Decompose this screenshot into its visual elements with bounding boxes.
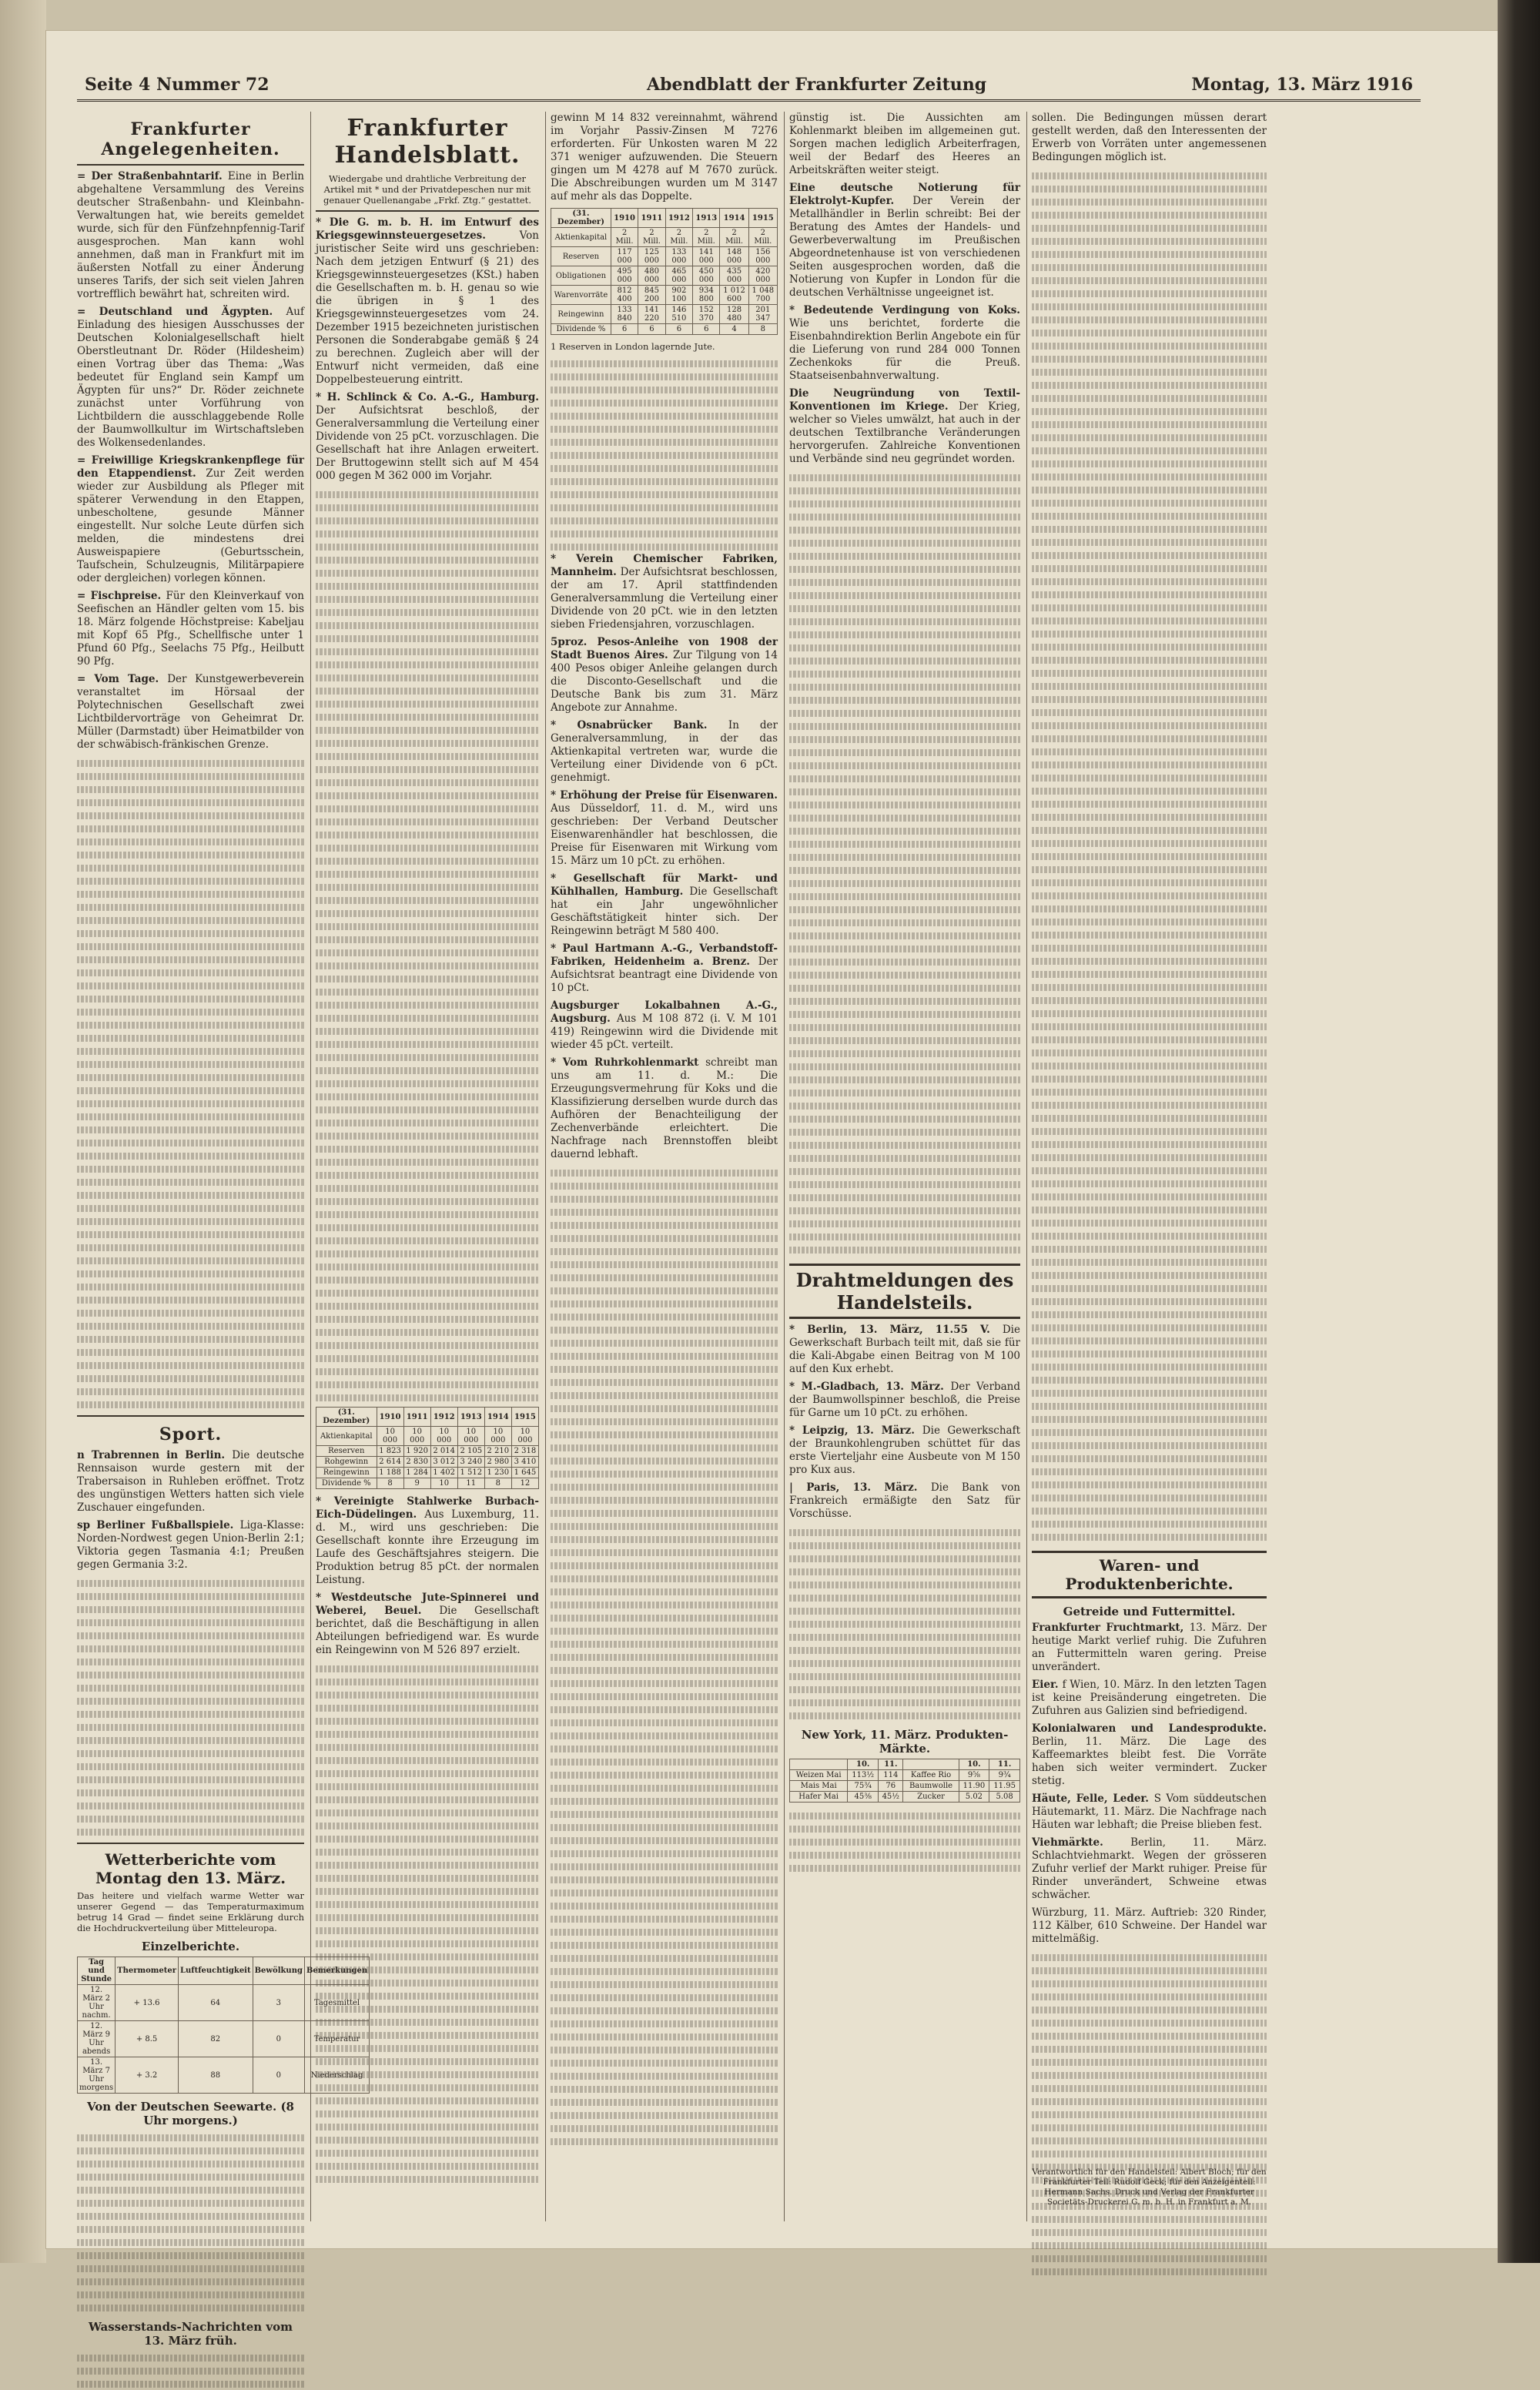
- sport-list: [77, 1449, 304, 1572]
- article-lead: * Erhöhung der Preise für Eisenwaren.: [551, 789, 778, 802]
- table-row: [316, 1468, 539, 1478]
- table-cell: 6: [611, 324, 638, 335]
- table-cell: 156 000: [748, 247, 777, 266]
- table-cell: 4: [720, 324, 748, 335]
- telegram-list: [789, 1324, 1020, 1521]
- article-lead: Eier.: [1032, 1679, 1063, 1691]
- table-header-cell: 10.: [959, 1759, 989, 1770]
- weather-subtitle: Einzelberichte.: [141, 1940, 240, 1953]
- table-cell: 2 210: [484, 1446, 511, 1457]
- table-row: [316, 1427, 539, 1446]
- table-cell: 11: [457, 1478, 484, 1489]
- article-lead: * Berlin, 13. März, 11.55 V.: [789, 1324, 1003, 1336]
- article-text: Die Bank von Frankreich ermäßigte den Satz für Vorschüsse.: [789, 1481, 1020, 1520]
- table-header-cell: [903, 1759, 959, 1770]
- article-text: S Vom süddeutschen Häutemarkt, 11. März. Die Nachfrage nach Häuten war lebhaft; die Preise blieben fest.: [1032, 1792, 1267, 1831]
- article-lead: | Paris, 13. März.: [789, 1481, 931, 1494]
- table-cell: 12. März 2 Uhr nachm.: [78, 1985, 116, 2021]
- table-cell: 2 Mill.: [693, 228, 720, 247]
- table-cell: Tagesmittel: [304, 1985, 369, 2021]
- table-cell: Mais Mai: [790, 1781, 848, 1792]
- section-title: Frankfurter Handelsblatt.: [334, 115, 521, 169]
- table-cell: 64: [178, 1985, 253, 2021]
- table-cell: Warenvorräte: [551, 286, 611, 305]
- divider: [77, 164, 304, 166]
- table-header-cell: Luftfeuchtigkeit: [178, 1957, 253, 1985]
- table-cell: 152 370: [693, 305, 720, 324]
- article-text: Aus M 108 872 (i. V. M 101 419) Reingewinn wird die Dividende mit wieder 45 pCt. verteilt.: [551, 1013, 778, 1051]
- article-list: [1032, 112, 1267, 164]
- article-text: günstig ist. Die Aussichten am Kohlenmarkt bleiben im allgemeinen gut. Sorgen machen lediglich Arbeiterfragen, weil der Bedarf des Heeres an Arbeitskräften weiter steigt.: [789, 112, 1020, 176]
- table-cell: 465 000: [665, 266, 692, 286]
- article-paragraph: [316, 391, 539, 483]
- table-row: [790, 1781, 1020, 1792]
- article-paragraph: [551, 112, 778, 203]
- table-cell: 435 000: [720, 266, 748, 286]
- table-header-cell: 1912: [665, 209, 692, 228]
- article-text: Von juristischer Seite wird uns geschrieben: Nach dem jetzigen Entwurf (§ 21) des Kriegsgewinnsteuergesetzes (KSt.) haben die Gesellschaften m. b. H. genau so wie die übrigen in § 1 des Kriegsgewinnsteuergesetzes vom 24. Dezember 1915 bezeichneten juristischen Personen die Sonderabgabe gemäß § 24 zu berechnen. Zugleich aber will der Entwurf nicht vermeiden, daß eine Doppelbesteuerung eintritt.: [316, 229, 539, 386]
- table-cell: 1 823: [377, 1446, 403, 1457]
- table-cell: 9¾: [989, 1770, 1020, 1781]
- table-header-cell: 1910: [377, 1408, 403, 1427]
- column-rule: [784, 112, 785, 2221]
- table-cell: Hafer Mai: [790, 1792, 848, 1803]
- article-text: Zur Tilgung von 14 400 Pesos obiger Anleihe gelangen durch die Disconto-Gesellschaft und die Deutsche Bank bis zum 31. März Angebote zur Annahme.: [551, 649, 778, 714]
- article-paragraph: [77, 1519, 304, 1572]
- article-paragraph: [551, 942, 778, 995]
- article-text: Würzburg, 11. März. Auftrieb: 320 Rinder, 112 Kälber, 610 Schweine. Der Handel war mittelmäßig.: [1032, 1906, 1267, 1945]
- weather-title: Wetterberichte vom Montag den 13. März.: [95, 1850, 286, 1887]
- article-paragraph: [1032, 1622, 1267, 1674]
- article-lead: Häute, Felle, Leder.: [1032, 1792, 1154, 1805]
- page-edge-right: [1498, 0, 1540, 2263]
- table-header-cell: 1912: [430, 1408, 457, 1427]
- article-text: 13. März. Der heutige Markt verlief ruhig. Die Zufuhren an Futtermitteln waren gering. Preise unverändert.: [1032, 1622, 1267, 1673]
- article-list: [551, 112, 778, 203]
- article-paragraph: [316, 1495, 539, 1587]
- table-header-cell: (31. Dezember): [316, 1408, 377, 1427]
- article-lead: Die Neugründung von Textil-Konventionen im Kriege.: [789, 387, 1020, 413]
- weather-text: Das heitere und vielfach warme Wetter war unserer Gegend — das Temperaturmaximum betrug 14 Grad — findet seine Erklärung durch die Hochdruckverteilung über Mitteleuropa.: [77, 1890, 304, 1933]
- article-paragraph: [789, 1381, 1020, 1420]
- table-cell: 10 000: [511, 1427, 538, 1446]
- table-header-cell: 1914: [720, 209, 748, 228]
- column-waren: [1032, 112, 1267, 2221]
- table-cell: 5.02: [959, 1792, 989, 1803]
- table-cell: 75¾: [848, 1781, 879, 1792]
- article-text: Der Krieg, welcher so Vieles umwälzt, hat auch in der deutschen Textilbranche Veränderungen hervorgerufen. Zahlreiche Konventionen und Verbände sind neu gegründet worden.: [789, 400, 1020, 465]
- table-cell: 3: [253, 1985, 304, 2021]
- table-cell: 1 048 700: [748, 286, 777, 305]
- table-cell: 1 402: [430, 1468, 457, 1478]
- article-paragraph: [551, 636, 778, 715]
- article-lead: n Trabrennen in Berlin.: [77, 1449, 233, 1461]
- article-text: Berlin, 11. März. Schlachtviehmarkt. Wegen der grösseren Zufuhr verlief der Markt ruhiger. Preise für Rinder unverändert, Schweine etwas schwächer.: [1032, 1836, 1267, 1901]
- article-text: schreibt man uns am 11. d. M.: Die Erzeugungsvermehrung für Koks und die Klassifizierung derselben wurde durch das Aufhören der Benachteiligung der Zechenverbände erleichtert. Die Nachfrage nach Brennstoffen bleibt dauernd lebhaft.: [551, 1056, 778, 1160]
- table-header-cell: 1915: [748, 209, 777, 228]
- table-header-cell: Bemerkungen: [304, 1957, 369, 1985]
- article-text: Aus Düsseldorf, 11. d. M., wird uns geschrieben: Der Verband Deutscher Eisenwarenhändler hat beschlossen, die Preise für Eisenwaren mit Wirkung vom 15. März um 10 pCt. zu erhöhen.: [551, 802, 778, 867]
- table-cell: 934 800: [693, 286, 720, 305]
- article-lead: sp Berliner Fußballspiele.: [77, 1519, 240, 1531]
- table-cell: + 13.6: [116, 1985, 179, 2021]
- table-header-cell: [790, 1759, 848, 1770]
- table-cell: 10 000: [430, 1427, 457, 1446]
- table-row: [551, 266, 778, 286]
- article-lead: Viehmärkte.: [1032, 1836, 1131, 1849]
- article-paragraph: [77, 170, 304, 301]
- table-cell: 2 Mill.: [638, 228, 665, 247]
- table-row: [790, 1792, 1020, 1803]
- article-lead: * Bedeutende Verdingung von Koks.: [789, 304, 1020, 316]
- article-lead: 5proz. Pesos-Anleihe von 1908 der Stadt Buenos Aires.: [551, 636, 778, 661]
- table-row: [551, 305, 778, 324]
- column-rule: [545, 112, 546, 2221]
- article-text: Die Gewerkschaft der Braunkohlengruben schüttet für das erste Vierteljahr eine Ausbeute von M 150 pro Kux aus.: [789, 1424, 1020, 1476]
- table-cell: 13. März 7 Uhr morgens: [78, 2057, 116, 2094]
- table-row: [790, 1770, 1020, 1781]
- table-cell: 6: [693, 324, 720, 335]
- article-list: [551, 553, 778, 1161]
- table-cell: 82: [178, 2021, 253, 2057]
- table-cell: 12: [511, 1478, 538, 1489]
- table-header-cell: 1911: [638, 209, 665, 228]
- article-lead: = Fischpreise.: [77, 590, 166, 602]
- table-cell: Reingewinn: [316, 1468, 377, 1478]
- table-cell: Reingewinn: [551, 305, 611, 324]
- article-text: Der Aufsichtsrat beschloß, der Generalversammlung die Verteilung einer Dividende von 25 pCt. vorzuschlagen. Die Gesellschaft hat ihre Anlagen erweitert. Der Bruttogewinn stellt sich auf M 454 000 gegen M 362 000 im Vorjahr.: [316, 404, 539, 482]
- table-cell: 2 980: [484, 1457, 511, 1468]
- table-cell: 2 318: [511, 1446, 538, 1457]
- table-cell: Obligationen: [551, 266, 611, 286]
- table-header-cell: Bewölkung: [253, 1957, 304, 1985]
- article-paragraph: [1032, 1906, 1267, 1946]
- article-lead: = Freiwillige Kriegskrankenpflege für den Etappendienst.: [77, 454, 304, 480]
- table-header-cell: 1915: [511, 1408, 538, 1427]
- table-cell: 117 000: [611, 247, 638, 266]
- table-cell: 125 000: [638, 247, 665, 266]
- column-rule: [310, 112, 311, 2221]
- article-text: sollen. Die Bedingungen müssen derart gestellt werden, daß den Interessenten der Erwerb von Vorräten unter angemessenen Bedingungen möglich ist.: [1032, 112, 1267, 163]
- article-paragraph: [77, 454, 304, 585]
- article-text: In der Generalversammlung, in der das Aktienkapital vertreten war, wurde die Verteilung einer Dividende von 6 pCt. genehmigt.: [551, 719, 778, 784]
- article-text: gewinn M 14 832 vereinnahmt, während im Vorjahr Passiv-Zinsen M 7276 erforderten. Für Unkosten waren M 22 371 weniger aufzuwenden. Die Steuern gingen um M 4278 auf M 7670 zurück. Die Abschreibungen wurden um M 3147 auf mehr als das Doppelte.: [551, 112, 778, 203]
- table-note: 1 Reserven in London lagernde Jute.: [551, 341, 715, 352]
- article-text: Aus Luxemburg, 11. d. M., wird uns geschrieben: Die Gesellschaft konnte ihre Erzeugung im Laufe des Geschäftsjahres steigern. Die Produktion betrug 85 pCt. der normalen Leistung.: [316, 1508, 539, 1586]
- table-cell: 10 000: [403, 1427, 430, 1446]
- table-cell: Aktienkapital: [551, 228, 611, 247]
- table-cell: 845 200: [638, 286, 665, 305]
- ny-market-table: [789, 1759, 1020, 1803]
- table-cell: Aktienkapital: [316, 1427, 377, 1446]
- table-header-row: [551, 209, 778, 228]
- table-cell: 2 Mill.: [748, 228, 777, 247]
- article-lead: = Der Straßenbahntarif.: [77, 170, 228, 182]
- table-row: [551, 228, 778, 247]
- article-text: f Wien, 10. März. In den letzten Tagen ist keine Preisänderung eingetreten. Die Zufuhren aus Galizien sind befriedigend.: [1032, 1679, 1267, 1717]
- balance-table: [316, 1407, 539, 1489]
- table-cell: 3 012: [430, 1457, 457, 1468]
- table-cell: 450 000: [693, 266, 720, 286]
- article-text: Für den Kleinverkauf von Seefischen an Händler gelten vom 15. bis 18. März folgende Höchstpreise: Kabeljau mit Kopf 65 Pfg., Schellfische unter 1 Pfund 60 Pfg., Seelachs 75 Pfg., Heilbutt 90 Pfg.: [77, 590, 305, 668]
- article-lead: * Gesellschaft für Markt- und Kühlhallen, Hamburg.: [551, 872, 778, 898]
- article-lead: * Leipzig, 13. März.: [789, 1424, 922, 1437]
- drahtmeldungen-title: Drahtmeldungen des Handelsteils.: [789, 1264, 1020, 1319]
- table-cell: 10 000: [377, 1427, 403, 1446]
- article-paragraph: [77, 673, 304, 751]
- article-paragraph: [77, 306, 304, 450]
- reprint-notice: Wiedergabe und drahtliche Verbreitung der Artikel mit * und der Privatdepeschen nur mit genauer Quellenangabe „Frkf. Ztg.“ gestattet.: [323, 173, 531, 206]
- table-cell: Baumwolle: [903, 1781, 959, 1792]
- article-text: Die deutsche Rennsaison wurde gestern mit der Trabersaison in Ruhleben eröffnet. Trotz des ungünstigen Wetters hatten sich viele Zuschauer eingefunden.: [77, 1449, 304, 1514]
- column-handel-cont2: [789, 112, 1020, 2221]
- masthead: [77, 73, 1421, 102]
- table-cell: 0: [253, 2057, 304, 2094]
- table-cell: 902 100: [665, 286, 692, 305]
- table-cell: 9: [403, 1478, 430, 1489]
- article-paragraph: [1032, 1836, 1267, 1902]
- table-cell: 812 400: [611, 286, 638, 305]
- article-paragraph: [1032, 1679, 1267, 1718]
- table-cell: 1 512: [457, 1468, 484, 1478]
- article-lead: * H. Schlinck & Co. A.-G., Hamburg.: [316, 391, 539, 403]
- article-list: [316, 216, 539, 483]
- table-row: [551, 286, 778, 305]
- table-cell: 1 284: [403, 1468, 430, 1478]
- table-header-cell: 1911: [403, 1408, 430, 1427]
- table-row: [316, 1457, 539, 1468]
- article-text: Liga-Klasse: Norden-Nordwest gegen Union-Berlin 2:1; Viktoria gegen Tasmania 4:1; Preußen gegen Germania 3:2.: [77, 1519, 304, 1571]
- article-lead: * Vereinigte Stahlwerke Burbach-Eich-Düdelingen.: [316, 1495, 539, 1521]
- table-cell: 1 012 600: [720, 286, 748, 305]
- table-header-cell: 1910: [611, 209, 638, 228]
- table-cell: Temperatur: [304, 2021, 369, 2057]
- table-cell: 2 614: [377, 1457, 403, 1468]
- article-list: [77, 170, 304, 751]
- article-text: Der Kunstgewerbeverein veranstaltet im Hörsaal der Polytechnischen Gesellschaft zwei Lichtbildervorträge von Geheimrat Dr. Müller (Darmstadt) über Heimatbilder von der schwäbisch-fränkischen Grenze.: [77, 673, 305, 751]
- seewarte-title: Von der Deutschen Seewarte. (8 Uhr morgens.): [87, 2100, 294, 2127]
- table-cell: 6: [665, 324, 692, 335]
- table-cell: 113½: [848, 1770, 879, 1781]
- table-cell: 420 000: [748, 266, 777, 286]
- article-lead: Frankfurter Fruchtmarkt,: [1032, 1622, 1190, 1634]
- table-cell: 141 000: [693, 247, 720, 266]
- table-cell: 3 240: [457, 1457, 484, 1468]
- table-cell: Dividende %: [551, 324, 611, 335]
- table-cell: 10: [430, 1478, 457, 1489]
- page-binding-left: [0, 0, 46, 2263]
- table-cell: Niederschlag: [304, 2057, 369, 2094]
- article-paragraph: [1032, 112, 1267, 164]
- table-cell: 133 840: [611, 305, 638, 324]
- article-lead: * M.-Gladbach, 13. März.: [789, 1381, 951, 1393]
- table-cell: 2 105: [457, 1446, 484, 1457]
- produkten-list: [1032, 1622, 1267, 1946]
- table-cell: 1 188: [377, 1468, 403, 1478]
- table-header-cell: Tag und Stunde: [78, 1957, 116, 1985]
- column-handelsblatt: [316, 112, 539, 2221]
- article-lead: * Vom Ruhrkohlenmarkt: [551, 1056, 706, 1069]
- article-lead: * Osnabrücker Bank.: [551, 719, 728, 731]
- article-paragraph: [789, 112, 1020, 177]
- produkten-title: Waren- und Produktenberichte.: [1032, 1551, 1267, 1598]
- article-lead: = Vom Tage.: [77, 673, 168, 685]
- table-cell: 45⅜: [848, 1792, 879, 1803]
- table-header-cell: 11.: [879, 1759, 903, 1770]
- table-cell: 2 014: [430, 1446, 457, 1457]
- table-cell: 114: [879, 1770, 903, 1781]
- table-cell: 128 480: [720, 305, 748, 324]
- article-paragraph: [316, 216, 539, 387]
- article-list: [789, 112, 1020, 466]
- table-cell: 12. März 9 Uhr abends: [78, 2021, 116, 2057]
- table-cell: 9⅝: [959, 1770, 989, 1781]
- article-paragraph: [551, 872, 778, 938]
- article-paragraph: [789, 387, 1020, 466]
- table-cell: 76: [879, 1781, 903, 1792]
- article-paragraph: [551, 719, 778, 785]
- article-paragraph: [789, 304, 1020, 383]
- table-header-cell: 11.: [989, 1759, 1020, 1770]
- table-cell: 8: [484, 1478, 511, 1489]
- article-lead: Augsburger Lokalbahnen A.-G., Augsburg.: [551, 999, 778, 1025]
- table-cell: Reserven: [551, 247, 611, 266]
- article-paragraph: [1032, 1722, 1267, 1788]
- table-cell: 5.08: [989, 1792, 1020, 1803]
- table-cell: Dividende %: [316, 1478, 377, 1489]
- article-paragraph: [551, 999, 778, 1052]
- table-cell: Reserven: [316, 1446, 377, 1457]
- table-cell: 88: [178, 2057, 253, 2094]
- article-lead: = Deutschland und Ägypten.: [77, 306, 286, 318]
- article-text: Auf Einladung des hiesigen Ausschusses der Deutschen Kolonialgesellschaft hielt Oberstleutnant Dr. Röder (Hildesheim) einen Vortrag über das Thema: „Was bedeutet für England sein Kampf um Ägypten für uns?“ Dr. Röder zeichnete zunächst unter Vorführung von Lichtbildern die ausschlaggebende Rolle der Baumwollkultur im Wirtschaftsleben des Wolkensedenlandes.: [77, 306, 304, 449]
- ny-title: New York, 11. März. Produkten-Märkte.: [801, 1728, 1009, 1756]
- table-cell: 2 Mill.: [720, 228, 748, 247]
- article-text: Berlin, 11. März. Die Lage des Kaffeemarktes bleibt fest. Die Vorräte haben sich weiter vermindert. Zucker stetig.: [1032, 1736, 1267, 1787]
- issue-date: Montag, 13. März 1916: [1191, 75, 1413, 95]
- article-text: Der Aufsichtsrat beschlossen, der am 17. April stattfindenden Generalversammlung die Verteilung einer Dividende von 20 pCt. wie in den letzten sieben Friedensjahren, vorzuschlagen.: [551, 566, 778, 631]
- table-header-cell: 1914: [484, 1408, 511, 1427]
- pegel-title: Wasserstands-Nachrichten vom 13. März früh.: [88, 2320, 293, 2348]
- table-cell: 1 230: [484, 1468, 511, 1478]
- table-row: [551, 247, 778, 266]
- table-cell: 133 000: [665, 247, 692, 266]
- article-lead: * Verein Chemischer Fabriken, Mannheim.: [551, 553, 778, 578]
- article-paragraph: [77, 1449, 304, 1515]
- article-lead: Kolonialwaren und Landesprodukte.: [1032, 1722, 1267, 1735]
- table-cell: 3 410: [511, 1457, 538, 1468]
- table-cell: 6: [638, 324, 665, 335]
- article-paragraph: [1032, 1792, 1267, 1832]
- table-cell: 2 Mill.: [611, 228, 638, 247]
- article-lead: * Westdeutsche Jute-Spinnerei und Weberei, Beuel.: [316, 1592, 539, 1617]
- table-header-cell: Thermometer: [116, 1957, 179, 1985]
- article-list: [316, 1495, 539, 1657]
- table-header-cell: (31. Dezember): [551, 209, 611, 228]
- table-cell: 11.90: [959, 1781, 989, 1792]
- table-cell: 8: [377, 1478, 403, 1489]
- table-cell: 480 000: [638, 266, 665, 286]
- article-paragraph: [316, 1592, 539, 1657]
- produkten-subtitle: Getreide und Futtermittel.: [1063, 1605, 1236, 1618]
- table-cell: Zucker: [903, 1792, 959, 1803]
- article-text: Der Verein der Metallhändler in Berlin schreibt: Bei der Beratung des Amtes der Handels- und Gewerbeverwaltung im Preußischen Abgeordnetenhause ist von verschiedenen Seiten ausgesprochen worden, daß die Notierung von Kupfer in London für die deutschen Verhältnisse ungeeignet ist.: [789, 195, 1020, 299]
- article-text: Die Gesellschaft hat ein Jahr ungewöhnlicher Geschäftstätigkeit hinter sich. Der Reingewinn beträgt M 580 400.: [551, 885, 778, 937]
- table-header-row: [316, 1408, 539, 1427]
- table-cell: + 3.2: [116, 2057, 179, 2094]
- table-cell: + 8.5: [116, 2021, 179, 2057]
- table-cell: Kaffee Rio: [903, 1770, 959, 1781]
- table-header-cell: 1913: [693, 209, 720, 228]
- table-row: [551, 324, 778, 335]
- article-paragraph: [551, 1056, 778, 1161]
- table-cell: 141 220: [638, 305, 665, 324]
- article-text: Der Verband der Baumwollspinner beschloß, die Preise für Garne um 10 pCt. zu erhöhen.: [789, 1381, 1020, 1419]
- table-row: [316, 1446, 539, 1457]
- sport-title: Sport.: [159, 1424, 223, 1444]
- table-cell: 146 510: [665, 305, 692, 324]
- article-text: Eine in Berlin abgehaltene Versammlung des Vereins deutscher Straßenbahn- und Kleinbahn-Verwaltungen hat, wie bereits gemeldet wurde, sich für den Fünfzehnpfennig-Tarif ausgesprochen. Man kann wohl annehmen, daß man in Frankfurt mit im äußersten Notfall zu einer Änderung unseres Tarifs, der sich seit vielen Jahren vortrefflich bewährt hat, schreiten wird.: [77, 170, 304, 300]
- table-cell: 10 000: [484, 1427, 511, 1446]
- article-paragraph: [551, 553, 778, 631]
- table-cell: Weizen Mai: [790, 1770, 848, 1781]
- article-text: Zur Zeit werden wieder zur Ausbildung als Pfleger mit späterer Verwendung in den Etappen, unbescholtene, gesunde Männer eingestellt. Nur solche Leute dürfen sich melden, die mindestens drei Ausweispapiere (Geburtsschein, Taufschein, Schulzeugnis, Militärpapiere oder dergleichen) vorlegen können.: [77, 467, 305, 584]
- page-number: Seite 4 Nummer 72: [85, 75, 270, 95]
- article-paragraph: [551, 789, 778, 868]
- table-cell: 201 347: [748, 305, 777, 324]
- balance-table: [551, 208, 778, 335]
- article-paragraph: [789, 182, 1020, 300]
- article-lead: * Die G. m. b. H. im Entwurf des Kriegsgewinnsteuergesetzes.: [316, 216, 539, 242]
- article-lead: * Paul Hartmann A.-G., Verbandstoff-Fabriken, Heidenheim a. Brenz.: [551, 942, 778, 968]
- article-paragraph: [789, 1481, 1020, 1521]
- table-cell: 495 000: [611, 266, 638, 286]
- article-text: Die Gesellschaft berichtet, daß die Beschäftigung in allen Abteilungen befriedigend war. Es wurde ein Reingewinn von M 526 897 erzielt.: [316, 1605, 539, 1656]
- table-header-cell: 1913: [457, 1408, 484, 1427]
- table-header-row: [790, 1759, 1020, 1770]
- section-title: Frankfurter Angelegenheiten.: [101, 119, 280, 159]
- table-cell: 1 645: [511, 1468, 538, 1478]
- article-paragraph: [77, 590, 304, 668]
- imprint-footer: Verantwortlich für den Handelsteil: Albert Bloch; für den Frankfurter Teil: Rudolf Geck; für den Anzeigenteil: Hermann Sachs. Druck und Verlag der Frankfurter Societäts-Druckerei G. m. b. H. in Frankfurt a. M.: [1032, 2167, 1267, 2207]
- article-text: Der Aufsichtsrat beantragt eine Dividende von 10 pCt.: [551, 956, 778, 994]
- column-rule: [1026, 112, 1027, 2221]
- table-cell: Rohgewinn: [316, 1457, 377, 1468]
- article-text: Die Gewerkschaft Burbach teilt mit, daß sie für die Kali-Abgabe einen Beitrag von M 100 auf den Kux erhebt.: [789, 1324, 1020, 1375]
- article-paragraph: [789, 1324, 1020, 1376]
- column-handel-cont: [551, 112, 778, 2221]
- table-header-cell: 10.: [848, 1759, 879, 1770]
- table-cell: 148 000: [720, 247, 748, 266]
- table-cell: 1 920: [403, 1446, 430, 1457]
- table-row: [316, 1478, 539, 1489]
- table-cell: 2 830: [403, 1457, 430, 1468]
- article-lead: Eine deutsche Notierung für Elektrolyt-Kupfer.: [789, 182, 1020, 207]
- article-paragraph: [789, 1424, 1020, 1477]
- article-text: Wie uns berichtet, forderte die Eisenbahndirektion Berlin Angebote ein für die Lieferung von rund 284 000 Tonnen Zechenkoks für die Preuß. Staatseisenbahnverwaltung.: [789, 317, 1020, 382]
- table-cell: 2 Mill.: [665, 228, 692, 247]
- table-cell: 8: [748, 324, 777, 335]
- table-cell: 10 000: [457, 1427, 484, 1446]
- table-cell: 45½: [879, 1792, 903, 1803]
- table-cell: 11.95: [989, 1781, 1020, 1792]
- newspaper-title: Abendblatt der Frankfurter Zeitung: [647, 75, 987, 95]
- table-cell: 0: [253, 2021, 304, 2057]
